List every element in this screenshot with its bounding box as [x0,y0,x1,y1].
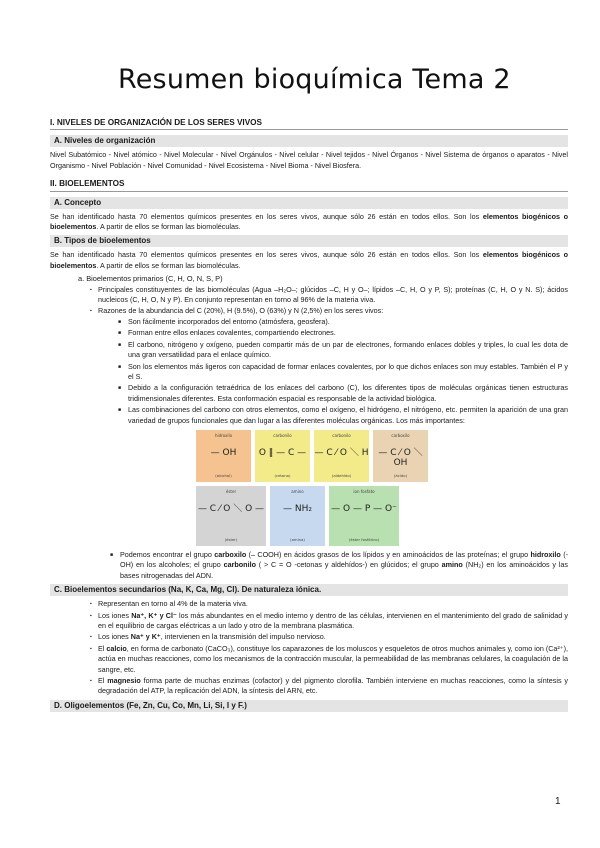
group-formula: — NH₂ [283,503,312,514]
group-box [314,430,369,482]
subheading-concepto: A. Concepto [50,197,568,209]
group-name: (alcohol) [215,472,232,478]
functional-groups-figure [196,430,428,546]
document-content [50,118,568,715]
list-item: ▪ Principales constituyentes de las biomoléculas (Agua –H₂O–; glúcidos –C, H y O–; lípidos –C, H, O y P, S); proteínas (C, H, O y N. S); ácidos nucleicos (C, H, O, N y P). En conjunto representan en torno al 96% de la materia viva. [90,285,568,306]
group-name: (éster) [224,536,238,542]
group-name: (éster fosfórico) [348,536,380,542]
list-item: ■ Son los elementos más ligeros con capacidad de formar enlaces covalentes, por lo que dichos enlaces son muy estables. También el P y el S. [118,362,568,383]
page-number: 1 [555,796,561,807]
group-label: carboxilo [391,432,410,438]
group-formula: — C ⁄ O ＼ O — [197,503,265,514]
list-item: ▪ Los iones Na⁺, K⁺ y Cl⁻ los más abundantes en el medio interno y dentro de las células, intervienen en el mantenimiento del grado de salinidad y en el equilibrio de cargas eléctricas a un lado y otro de la membrana plasmática. [90,611,568,632]
functional-groups-row-2 [196,486,428,546]
list-item: ▪ Representan en torno al 4% de la materia viva. [90,599,568,609]
reasons-list [118,317,568,426]
groups-summary-list [110,550,568,581]
subheading-secundarios: C. Bioelementos secundarios (Na, K, Ca, Mg, Cl). De naturaleza iónica. [50,584,568,596]
list-item: ■ Debido a la configuración tetraédrica de los enlaces del carbono (C), los diferentes tipos de moléculas orgánicas tienen estructuras tridimensionales diferentes. Esta conformación espacial es responsable de la actividad biológica. [118,383,568,404]
group-box [373,430,428,482]
group-name: (aldehído) [331,472,352,478]
primary-bioelements [78,274,568,581]
group-box [329,486,399,546]
list-item: ▪ Los iones Na⁺ y K⁺, intervienen en la transmisión del impulso nervioso. [90,632,568,642]
section-heading-niveles: I. NIVELES DE ORGANIZACIÓN DE LOS SERES VIVOS [50,118,568,130]
group-name: (ácido) [393,472,408,478]
group-box [196,430,251,482]
group-formula: — O — P — O⁻ [331,503,397,514]
subheading-tipos: B. Tipos de bioelementos [50,235,568,247]
group-label: ion fosfato [353,488,375,494]
group-formula: O ‖ — C — [258,447,307,458]
group-name: (amina) [290,536,305,542]
group-box [270,486,325,546]
subheading-oligoelementos: D. Oligoelementos (Fe, Zn, Cu, Co, Mn, Li, Si, I y F.) [50,700,568,712]
group-formula: — C ⁄ O ＼ H [314,447,369,458]
group-formula: — OH [210,447,237,458]
subheading-niveles-organizacion: A. Niveles de organización [50,135,568,147]
list-item: ▪ El calcio, en forma de carbonato (CaCO₃), constituye los caparazones de los moluscos y esqueletos de otros muchos animales y, como ion (Ca²⁺), actúa en muchas reacciones, como los mecanismos de la contracción muscular, la permeabilidad de las membranas celulares, la coagulación de la sangre, etc. [90,644,568,675]
primary-list [90,285,568,426]
primary-bioelements-title: a. Bioelementos primarios (C, H, O, N, S, P) [78,274,223,284]
list-item: ▪ Razones de la abundancia del C (20%), H (9.5%), O (63%) y N (2,5%) en los seres vivos: ■ Son fácilmente incorporados del entorno (atmósfera, geosfera). ■ Forman entre ellos enlaces covalentes, compartiendo electrones. ■ El carbono, nitrógeno y oxígeno, pueden compartir más de un par de electrones, formando enlaces dobles y triples, lo cual les dota de una gran versatilidad para el enlace químico. ■ Son los elementos más ligeros con capacidad de formar enlaces covalentes, por lo que dichos enlaces son muy estables. También el P y el S. ■ Debido a la configuración tetraédrica de los enlaces del carbono (C), los diferentes tipos de moléculas orgánicas tienen estructuras tridimensionales diferentes. Esta conformación espacial es responsable de la actividad biológica. ■ Las combinaciones del carbono con otros elementos, como el oxígeno, el hidrógeno, el nitrógeno, etc. permiten la aparición de una gran variedad de grupos funcionales que dan lugar a las diferentes moléculas orgánicas. Los más importantes: [90,306,568,425]
group-box [196,486,266,546]
paragraph-concepto: Se han identificado hasta 70 elementos químicos presentes en los seres vivos, aunque sólo 26 están en todos ellos. Son los elementos biogénicos o bioelementos. A partir de ellos se forman las biomoléculas. [50,211,569,232]
list-item: ■ El carbono, nitrógeno y oxígeno, pueden compartir más de un par de electrones, formando enlaces dobles y triples, lo cual les dota de una gran versatilidad para el enlace químico. [118,340,568,361]
group-formula: — C ⁄ O ＼ OH [378,447,423,469]
group-label: hidroxilo [214,432,233,438]
secondary-list [90,599,568,697]
group-label: amino [291,488,304,494]
group-label: carbonilo [332,432,351,438]
group-label: carbonilo [273,432,292,438]
section-heading-bioelementos: II. BIOELEMENTOS [50,179,568,191]
document-title: Resumen bioquímica Tema 2 [118,64,511,95]
group-box [255,430,310,482]
paragraph-niveles: Nivel Subatómico - Nivel atómico - Nivel Molecular - Nivel Orgánulos - Nivel celular - Nivel tejidos - Nivel Órganos - Nivel Sistema de órganos o aparatos - Nivel Organismo - Nivel Población - Nivel Comunidad - Nivel Ecosistema - Nivel Bioma - Nivel Biosfera. [50,150,568,170]
list-item: ■ Las combinaciones del carbono con otros elementos, como el oxígeno, el hidrógeno, el nitrógeno, etc. permiten la aparición de una gran variedad de grupos funcionales que dan lugar a las diferentes moléculas orgánicas. Los más importantes: [118,405,568,426]
group-name: (cetona) [274,472,291,478]
group-label: éster [225,488,237,494]
list-item: ■ Podemos encontrar el grupo carboxilo (– COOH) en ácidos grasos de los lípidos y en aminoácidos de las proteínas; el grupo hidroxilo (-OH) en los alcoholes; el grupo carbonilo ( > C = O -cetonas y aldehídos-) en glúcidos; el grupo amino (NH₂) en los aminoácidos y las bases nitrogenadas del ADN. [110,550,568,581]
functional-groups-row-1 [196,430,428,482]
list-item: ■ Forman entre ellos enlaces covalentes, compartiendo electrones. [118,328,568,338]
list-item: ■ Son fácilmente incorporados del entorno (atmósfera, geosfera). [118,317,568,327]
list-item: ▪ El magnesio forma parte de muchas enzimas (cofactor) y del pigmento clorofila. También interviene en muchas reacciones, como la síntesis y degradación del ATP, la replicación del ADN, la síntesis del ARN, etc. [90,676,568,697]
paragraph-tipos: Se han identificado hasta 70 elementos químicos presentes en los seres vivos, aunque sólo 26 están en todos ellos. Son los elementos biogénicos o bioelementos. A partir de ellos se forman las biomoléculas. [50,250,569,270]
